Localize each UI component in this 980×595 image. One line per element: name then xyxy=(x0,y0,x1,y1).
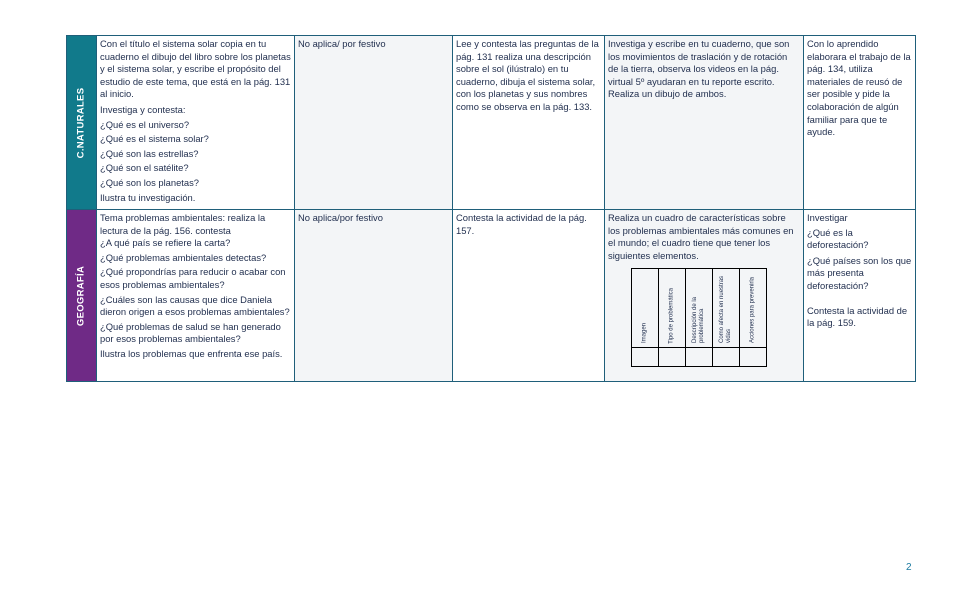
mini-cell xyxy=(686,348,713,367)
cell-naturales-task-2: No aplica/ por festivo xyxy=(295,36,453,210)
mini-header: Como afecta en nuestras vidas xyxy=(713,269,740,348)
mini-header: Acciones para prevenirla xyxy=(740,269,767,348)
table-row xyxy=(67,36,916,210)
mini-cell xyxy=(713,348,740,367)
table-row xyxy=(67,210,916,382)
activities-table xyxy=(66,35,916,382)
cell-geografia-task-4 xyxy=(605,210,804,382)
cell-naturales-task-3: Lee y contesta las preguntas de la pág. 131 realiza una descripción sobre el sol (ilústralo) en tu cuaderno, dibuja el sistema solar, con los planetas y sus nombres como se observa en la pág. 133. xyxy=(453,36,605,210)
cell-naturales-task-4: Investiga y escribe en tu cuaderno, que son los movimientos de traslación y de rotación de la tierra, observa los videos en la pág. virtual 5º ayudaran en tu reporte escrito. Realiza un dibujo de ambos. xyxy=(605,36,804,210)
mini-cell xyxy=(659,348,686,367)
mini-header: Descripción de la problemática xyxy=(686,269,713,348)
cell-geografia-task-3: Contesta la actividad de la pág. 157. xyxy=(453,210,605,382)
mini-cell xyxy=(632,348,659,367)
cuadro-instructions: Realiza un cuadro de características sobre los problemas ambientales más comunes en el mundo; el cuadro tiene que tener los siguientes elementos. xyxy=(608,212,794,261)
mini-cell xyxy=(740,348,767,367)
cell-geografia-task-2: No aplica/por festivo xyxy=(295,210,453,382)
cell-geografia-task-5: Investigar ¿Qué es la deforestación? ¿Qué países son los que más presenta deforestación? Contesta la actividad de la pág. 159. xyxy=(804,210,916,382)
cell-naturales-task-5: Con lo aprendido elaborara el trabajo de la pág. 134, utiliza materiales de reusó de ser posible y pide la colaboración de algún familiar para que te ayude. xyxy=(804,36,916,210)
characteristics-table xyxy=(631,268,767,367)
mini-header: Tipo de problemática xyxy=(659,269,686,348)
mini-header: Imagen xyxy=(632,269,659,348)
page-number: 2 xyxy=(906,562,912,573)
subject-label-geografia: GEOGRAFÍA xyxy=(67,210,97,382)
cell-naturales-task-1: Con el título el sistema solar copia en tu cuaderno el dibujo del libro sobre los planetas y el sistema solar, y escribe el propósito del estudio de este tema, que está en la pág. 131 al inicio. Investiga y contesta: ¿Qué es el universo? ¿Qué es el sistema solar? ¿Qué son las estrellas? ¿Qué son el satélite? ¿Qué son los planetas? Ilustra tu investigación. xyxy=(97,36,295,210)
subject-label-naturales: C.NATURALES xyxy=(67,36,97,210)
cell-geografia-task-1: Tema problemas ambientales: realiza la lectura de la pág. 156. contesta ¿A qué país se refiere la carta? ¿Qué problemas ambientales detectas? ¿Qué propondrías para reducir o acabar con esos problemas ambientales? ¿Cuáles son las causas que dice Daniela dieron origen a esos problemas ambientales? ¿Qué problemas de salud se han generado por esos problemas ambientales? Ilustra los problemas que enfrenta ese país. xyxy=(97,210,295,382)
